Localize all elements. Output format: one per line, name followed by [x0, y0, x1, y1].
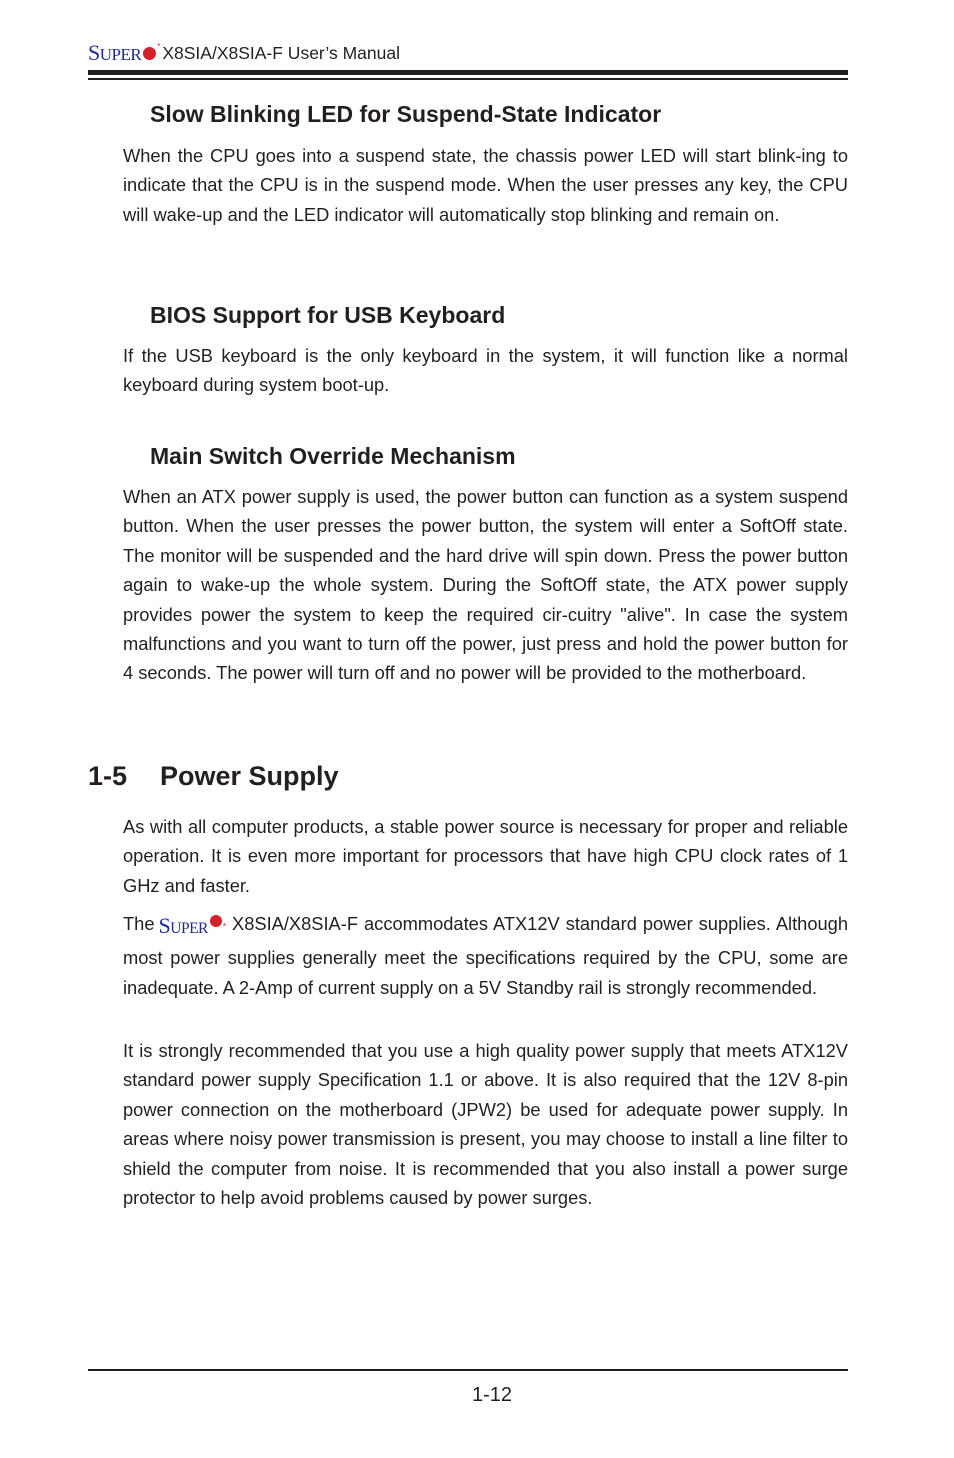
footer-rule — [88, 1369, 848, 1371]
heading-main-switch: Main Switch Override Mechanism — [150, 443, 516, 469]
section-title-power-supply — [88, 761, 339, 792]
section-heading: Power Supply — [160, 761, 339, 791]
para-slow-blinking: When the CPU goes into a suspend state, the chassis power LED will start blink-ing to indicate that the CPU is in the suspend mode. When the user presses any key, the CPU will wake-up and the LED indicator will automatically stop blinking and remain on. — [123, 145, 848, 225]
para-power-1: As with all computer products, a stable power source is necessary for proper and reliable operation. It is even more important for processors that have high CPU clock rates of 1 GHz and faster. — [123, 816, 848, 896]
para-bios-usb: If the USB keyboard is the only keyboard in the system, it will function like a normal keyboard during system boot-up. — [123, 345, 848, 396]
para-power-2 — [123, 909, 848, 1002]
para-main-switch: When an ATX power supply is used, the power button can function as a system suspend button. When the user presses the power button, the system will enter a SoftOff state. The monitor will be suspended and the hard drive will spin down. Press the power button again to wake-up the whole system. During the SoftOff state, the ATX power supply provides power the system to keep the required cir-cuitry "alive". In case the system malfunctions and you want to turn off the power, just press and hold the power button for 4 seconds. The power will turn off and no power will be provided to the motherboard. — [123, 486, 848, 684]
header-rule-thin — [88, 78, 848, 80]
para-power-2-text: X8SIA/X8SIA-F accommodates ATX12V standard power supplies. Although most power supplies generally meet the specifications required by the CPU, some are inadequate. A 2-Amp of current supply on a 5V Standby rail is strongly recommended. — [123, 913, 848, 998]
section-number: 1-5 — [88, 761, 128, 791]
supermicro-logo: SUPER * — [88, 40, 161, 65]
para-power-3: It is strongly recommended that you use a high quality power supply that meets ATX12V standard power supply Specification 1.1 or above. It is also required that the 12V 8-pin power connection on the motherboard (JPW2) be used for adequate power supply. In areas where noisy power transmission is present, you may choose to install a line filter to shield the computer from noise. It is recommended that you also install a power surge protector to help avoid problems caused by power surges. — [123, 1040, 848, 1209]
heading-bios-usb: BIOS Support for USB Keyboard — [150, 302, 506, 328]
header-rule-thick — [88, 70, 848, 75]
logo-dot-icon — [143, 47, 156, 60]
page-header — [88, 40, 400, 66]
supermicro-inline-logo: SUPER * — [158, 913, 227, 938]
logo-dot-icon — [210, 915, 222, 927]
page-number: 1-12 — [471, 1384, 513, 1406]
para-power-2-prefix: The — [123, 913, 155, 934]
header-title: X8SIA/X8SIA-F User’s Manual — [162, 42, 400, 63]
heading-slow-blinking: Slow Blinking LED for Suspend-State Indicator — [150, 101, 662, 127]
